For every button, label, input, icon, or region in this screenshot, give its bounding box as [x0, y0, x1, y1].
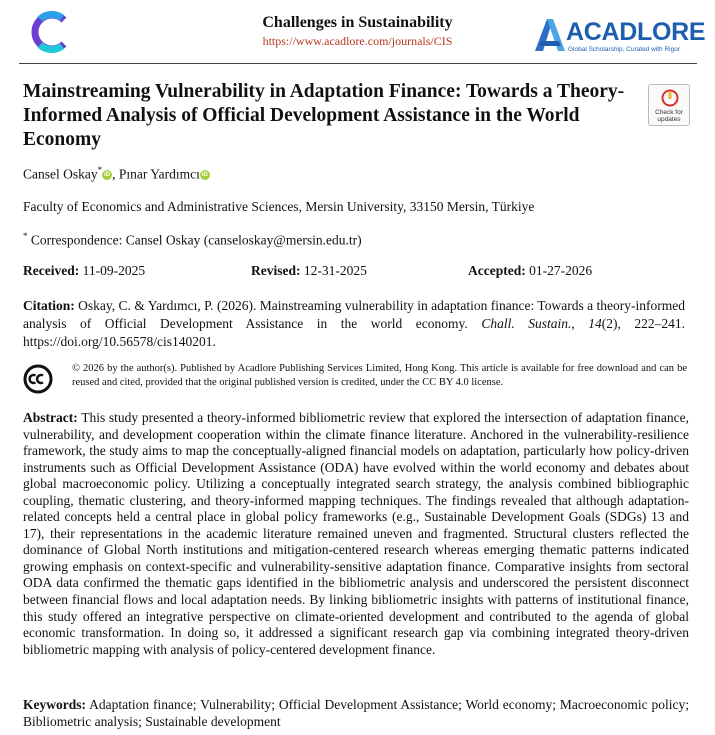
revised-date: Revised: 12-31-2025: [251, 263, 367, 278]
received-date: Received: 11-09-2025: [23, 263, 146, 278]
license-notice: © 2026 by the author(s). Published by Acadlore Publishing Services Limited, Hong Kong. This article is available for free download and can be reused and cited, provided that the original published version is credited, under the CC BY 4.0 license.: [72, 363, 687, 388]
article-dates: [23, 263, 693, 281]
keywords: [23, 696, 689, 730]
publisher-name: ACADLORE: [566, 18, 706, 46]
publisher-tagline: Global Scholarship, Curated with Rigor: [568, 46, 680, 53]
author-name: Pınar Yardımcı: [118, 166, 200, 182]
orcid-icon[interactable]: iD: [201, 171, 208, 178]
correspondence-mark: *: [23, 231, 28, 241]
keywords-label: Keywords:: [23, 697, 86, 712]
accepted-date: Accepted: 01-27-2026: [468, 263, 593, 278]
author-list: [23, 165, 210, 183]
check-updates-label: Check for updates: [655, 109, 683, 123]
issue-pages[interactable]: (2), 222–241. https://doi.org/10.56578/cis140201.: [23, 316, 685, 349]
abstract-label: Abstract:: [23, 410, 78, 425]
corresponding-mark: *: [97, 165, 103, 175]
check-updates-icon[interactable]: [648, 84, 690, 126]
orcid-icon[interactable]: iD: [104, 171, 111, 178]
journal-abbrev: Chall. Sustain.: [481, 316, 572, 331]
journal-url-link[interactable]: https://www.acadlore.com/journals/CIS: [262, 34, 453, 48]
citation: Citation: Oskay, C. & Yardımcı, P. (2026). Mainstreaming vulnerability in adaptation finance: Towards a theory-informed analysis of Official Development Assistance in the world economy. Chall. Sustain., 14(2), 222–241. https://doi.org/10.56578/cis140201.: [23, 298, 685, 349]
correspondence: [23, 231, 362, 249]
abstract-text: This study presented a theory-informed bibliometric review that explored the intersection of adaptation finance, vulnerability, and development cooperation within the climate finance literature. Anchored in the vulnerability-resilience framework, the study aims to map the conceptually-aligned financial models on adaptation, particularly how policy-driven instruments such as Official Development Assistance (ODA) have evolved within the world economy and debates about global macroeconomic policy. Utilizing a conceptually integrated search strategy, the analysis combined bibliographic coupling, thematic clustering, and theory-informed mapping techniques. The findings revealed that although adaptation-related concepts held a central place in global policy frameworks (e.g., Sustainable Development Goals (SDGs) 13 and 17), their representations in the academic literature remained uneven and fragmented. Structural clusters reflected the dominance of Global North institutions and mitigation-centered research whereas emerging thematic patterns indicated growing emphasis on context-specific and vulnerability-sensitive adaptation finance. Comparative insights from sectoral ODA data confirmed the thematic gaps identified in the bibliometric analysis and underscored the persistent disconnect between financial flows and local adaptation needs. By linking bibliometric insights with patterns of institutional finance, this study offered an integrative perspective on climate-oriented development and contributed to the agenda of global economic transformation. In doing so, it addressed a significant research gap via combining integrated theory-driven bibliometric mapping with analysis of policy-centered development finance.: [23, 410, 689, 657]
abstract: [23, 410, 689, 658]
citation-label: Citation:: [23, 298, 75, 313]
acadlore-logo-icon: [533, 17, 706, 57]
author-separator: ,: [112, 166, 119, 182]
author-name: Cansel Oskay: [23, 166, 98, 182]
article-title: Mainstreaming Vulnerability in Adaptation Finance: Towards a Theory-Informed Analysis of Official Development Assistance in the World Economy: [23, 81, 625, 150]
volume: 14: [588, 316, 602, 331]
header-divider: [19, 63, 697, 64]
journal-title: Challenges in Sustainability: [262, 14, 453, 31]
cc-license-icon[interactable]: [23, 364, 53, 394]
correspondence-text: Correspondence: Cansel Oskay (canseloskay@mersin.edu.tr): [30, 232, 362, 248]
keywords-text: Adaptation finance; Vulnerability; Official Development Assistance; World economy; Macroeconomic policy; Bibliometric analysis; Sustainable development: [23, 697, 689, 729]
affiliation: Faculty of Economics and Administrative Sciences, Mersin University, 33150 Mersin, Türkiye: [23, 199, 535, 214]
